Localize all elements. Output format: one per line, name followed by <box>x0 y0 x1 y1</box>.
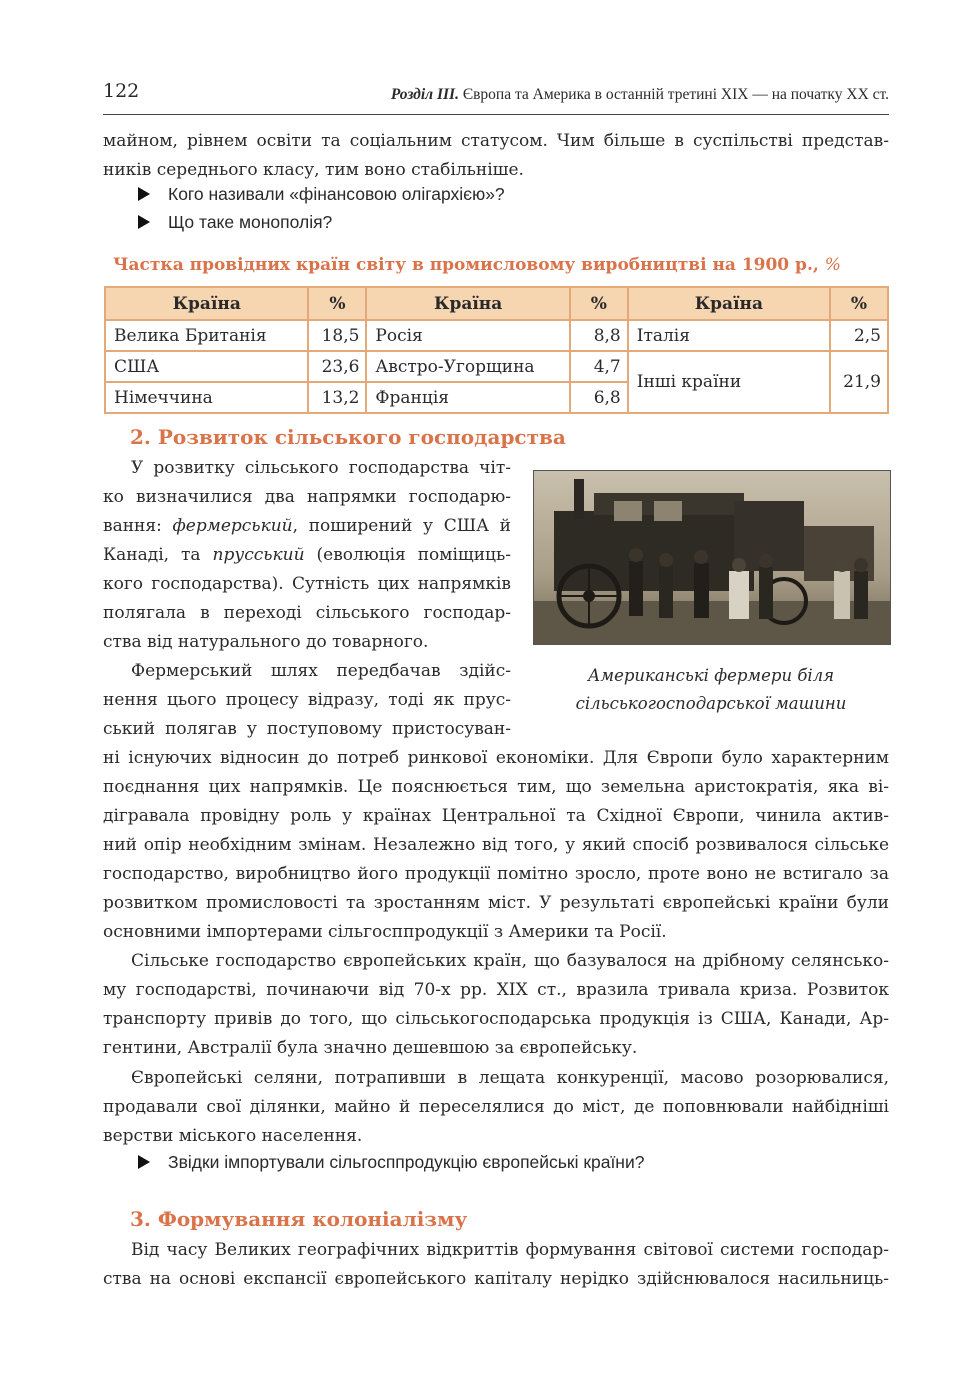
triangle-bullet-icon <box>138 187 150 201</box>
text-line: Фермерський шлях передбачав здійс- <box>131 661 511 681</box>
farmers-photo <box>533 470 891 645</box>
text-line: верстви міського населення. <box>103 1126 363 1146</box>
text-line <box>103 541 511 570</box>
text-line: Європейські селяни, потрапивши в лещата конкуренції, масово розорювалися, <box>131 1068 889 1088</box>
text-line: кого господарства). Сутність цих напрямків <box>103 574 511 594</box>
column-header: Країна <box>105 287 308 320</box>
table-title-unit: % <box>824 255 841 275</box>
question-text: Звідки імпортували сільгосппродукцію європейські країни? <box>168 1152 645 1172</box>
text-line: ко визначилися два напрямки господарю- <box>103 487 511 507</box>
text-line: поєднання цих напрямків. Це пояснюється тим, що земельна аристократія, яка ві- <box>103 777 889 797</box>
section-heading: 3. Формування колоніалізму <box>130 1207 468 1231</box>
triangle-bullet-icon <box>138 215 150 229</box>
value-cell: 2,5 <box>830 320 888 351</box>
column-header: Країна <box>366 287 569 320</box>
table-row <box>105 320 888 351</box>
country-cell: Інші країни <box>628 351 830 413</box>
country-cell: Франція <box>366 382 569 413</box>
country-cell: Велика Британія <box>105 320 308 351</box>
table-title-text: Частка провідних країн світу в промисловому виробництві на 1900 р., <box>113 255 819 275</box>
industry-share-table <box>104 286 889 414</box>
text-line: Від часу Великих географічних відкриттів формування світової системи господар- <box>131 1240 889 1260</box>
country-cell: Австро-Угорщина <box>366 351 569 382</box>
text-line: ні існуючих відносин до потреб ринкової економіки. Для Європи було характерним <box>103 748 889 768</box>
text-line <box>103 512 511 541</box>
value-cell: 18,5 <box>308 320 366 351</box>
text-line: нення цього процесу відразу, тоді як прус- <box>103 690 511 710</box>
caption-line: сільськогосподарської машини <box>575 694 847 713</box>
text-fragment: (еволюція поміщиць- <box>304 545 511 565</box>
column-header: % <box>830 287 888 320</box>
value-cell: 23,6 <box>308 351 366 382</box>
country-cell: Німеччина <box>105 382 308 413</box>
text-line: му господарстві, починаючи від 70-х рр. XIX ст., вразила тривала криза. Розвиток <box>103 980 889 1000</box>
column-header: % <box>570 287 628 320</box>
section-label: Розділ ІІІ. <box>390 86 459 103</box>
question-item <box>138 184 505 205</box>
intro-paragraph <box>103 127 889 185</box>
caption-line: Американські фермери біля <box>587 666 835 685</box>
section2-paragraph-3 <box>103 947 889 1063</box>
value-cell: 21,9 <box>830 351 888 413</box>
country-cell: США <box>105 351 308 382</box>
text-fragment: Канаді, та <box>103 545 213 565</box>
section2-paragraph-1 <box>103 454 511 657</box>
country-cell: Росія <box>366 320 569 351</box>
header-rule <box>103 114 889 115</box>
emphasis: фермерський <box>172 516 293 536</box>
text-line: У розвитку сільського господарства чіт- <box>131 458 511 478</box>
text-line: полягала в переході сільського господар- <box>103 603 511 623</box>
text-line: господарство, виробництво його продукції помітно зросло, проте воно не встигало за <box>103 864 889 884</box>
question-text: Що таке монополія? <box>168 212 333 232</box>
value-cell: 4,7 <box>570 351 628 382</box>
photo-caption <box>533 662 889 718</box>
farmers-machine-image <box>534 471 890 644</box>
text-line: основними імпортерами сільгосппродукції з Америки та Росії. <box>103 922 667 942</box>
text-fragment: , поширений у США й <box>292 516 511 536</box>
table-title <box>113 255 841 275</box>
text-line: гентини, Австралії була значно дешевшою за європейську. <box>103 1038 638 1058</box>
question-text: Кого називали «фінансовою олігархією»? <box>168 184 505 204</box>
section-title: Європа та Америка в останній третині XIX — на початку XX ст. <box>462 86 889 103</box>
table-row <box>105 351 888 382</box>
section2-paragraph-2-end <box>103 744 889 947</box>
section3-paragraph <box>103 1236 889 1294</box>
text-line: Сільське господарство європейських країн, що базувалося на дрібному селянсько- <box>131 951 889 971</box>
text-line: розвитком промисловості та зростанням міст. У результаті європейські країни були <box>103 893 889 913</box>
text-line: ства на основі експансії європейського капіталу нерідко здійснювалося насильниць- <box>103 1269 889 1289</box>
running-header <box>391 86 889 104</box>
page-number: 122 <box>103 80 140 102</box>
text-line: майном, рівнем освіти та соціальним статусом. Чим більше в суспільстві представ- <box>103 131 889 151</box>
text-line: транспорту привів до того, що сільськогосподарська продукція із США, Канади, Ар- <box>103 1009 889 1029</box>
question-item <box>138 1152 644 1173</box>
value-cell: 8,8 <box>570 320 628 351</box>
column-header: % <box>308 287 366 320</box>
value-cell: 6,8 <box>570 382 628 413</box>
section2-paragraph-2-start <box>103 657 511 744</box>
text-line: дігравала провідну роль у країнах Центральної та Східної Європи, чинила актив- <box>103 806 889 826</box>
country-cell: Італія <box>628 320 830 351</box>
table-header-row <box>105 287 888 320</box>
triangle-bullet-icon <box>138 1155 150 1169</box>
column-header: Країна <box>628 287 830 320</box>
section2-paragraph-4 <box>103 1064 889 1151</box>
value-cell: 13,2 <box>308 382 366 413</box>
text-line: продавали свої ділянки, майно й переселялися до міст, де поповнювали найбідніші <box>103 1097 889 1117</box>
text-fragment: вання: <box>103 516 173 536</box>
text-line: ників середнього класу, тим воно стабільніше. <box>103 160 524 180</box>
text-line: ський полягав у поступовому пристосуван- <box>103 719 511 739</box>
emphasis: прусський <box>212 545 305 565</box>
text-line: ний опір необхідним змінам. Незалежно від того, у який спосіб розвивалося сільське <box>103 835 889 855</box>
section-heading: 2. Розвиток сільського господарства <box>130 425 566 449</box>
text-line: ства від натурального до товарного. <box>103 632 429 652</box>
question-item <box>138 212 332 233</box>
